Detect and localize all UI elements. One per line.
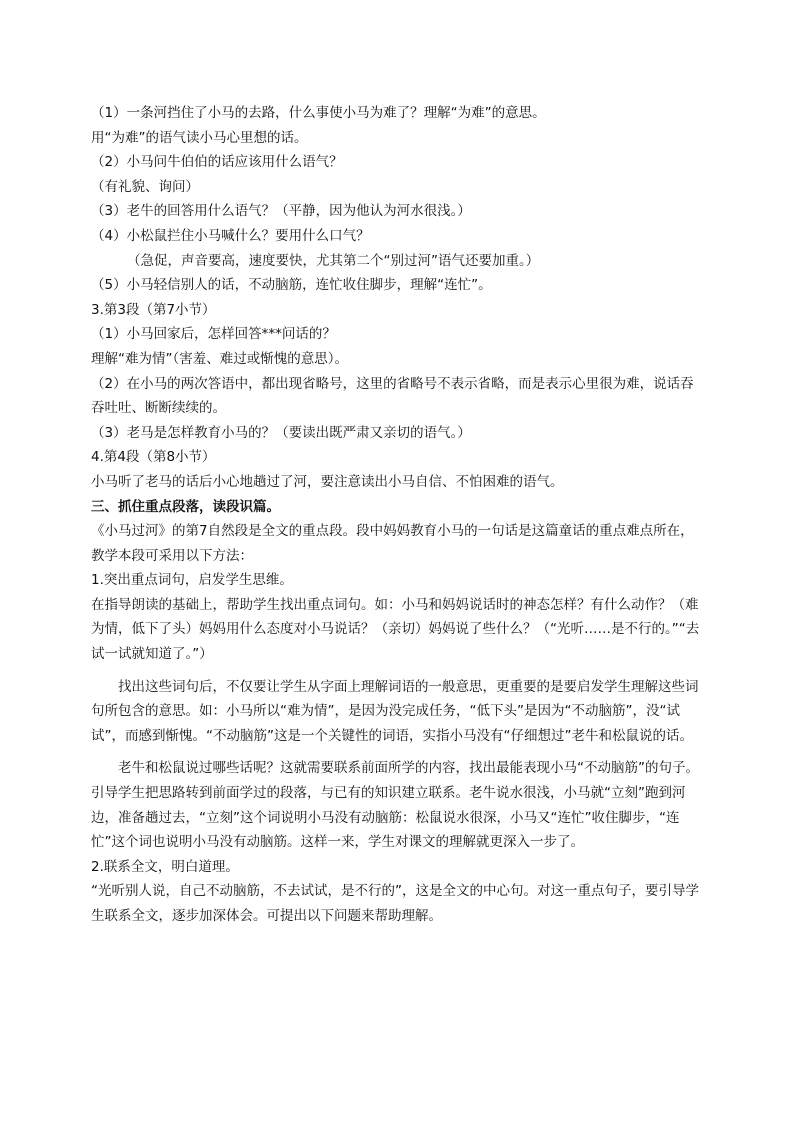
question-2: （2）小马问牛伯伯的话应该用什么语气？ [91, 154, 343, 171]
section-3-question-2: （2）在小马的两次答语中，都出现省略号，这里的省略号不表示省略，而是表示心里很为难，说话吞吞吐吐、断断续续的。 [91, 375, 694, 417]
instruction-read-weinan: 用“为难”的语气读小马心里想的话。 [91, 129, 308, 146]
question-5: （5）小马轻信别人的话，不动脑筋，连忙收住脚步，理解“连忙”。 [91, 277, 492, 294]
document-body [91, 101, 703, 929]
question-4: （4）小松鼠拦住小马喊什么？要用什么口气？ [91, 227, 370, 244]
section-3-question-1: （1）小马回家后，怎样回答***问话的？ [91, 326, 336, 343]
method-2-text: “光听别人说，自己不动脑筋，不去试试，是不行的”，这是全文的中心句。对这一重点句子，要引导学生联系全文，逐步加深体会。可提出以下问题来帮助理解。 [91, 883, 699, 924]
section-4-text: 小马听了老马的话后小心地趟过了河，要注意读出小马自信、不怕困难的语气。 [91, 473, 564, 490]
section-3-question-3: （3）老马是怎样教育小马的？（要读出既严肃又亲切的语气。） [91, 424, 471, 441]
question-1: （1）一条河挡住了小马的去路，什么事使小马为难了？理解“为难”的意思。 [91, 105, 546, 121]
answer-2: （有礼貌、询问） [91, 178, 199, 195]
method-1-paragraph-2: 找出这些词句后，不仅要让学生从字面上理解词语的一般意思，更重要的是要启发学生理解这些词句所包含的意思。如：小马所以“难为情”，是因为没完成任务，“低下头”是因为“不动脑筋”，没“试试”，而感到惭愧。“不动脑筋”这是一个关键性的词语，实指小马没有“仔细想过”老牛和松鼠说的话。 [91, 678, 699, 744]
method-1-paragraph-3: 老牛和松鼠说过哪些话呢？这就需要联系前面所学的内容，找出最能表现小马“不动脑筋”的句子。引导学生把思路转到前面学过的段落，与已有的知识建立联系。老牛说水很浅，小马就“立刻”跑到河边，准备趟过去，“立刻”这个词说明小马没有动脑筋：松鼠说水很深，小马又“连忙”收住脚步，“连忙”这个词也说明小马没有动脑筋。这样一来，学生对课文的理解就更深入一步了。 [91, 760, 699, 851]
part-3-heading: 三、抓住重点段落，读段识篇。 [91, 498, 280, 515]
method-1-heading: 1.突出重点词句，启发学生思维。 [91, 572, 293, 589]
part-3-intro: 《小马过河》的第7自然段是全文的重点段。段中妈妈教育小马的一句话是这篇童话的重点难点所在，教学本段可采用以下方法： [91, 523, 694, 564]
method-2-heading: 2.联系全文，明白道理。 [91, 858, 239, 875]
question-3: （3）老牛的回答用什么语气？（平静，因为他认为河水很浅。） [91, 203, 471, 220]
answer-4: （急促，声音要高，速度要快，尤其第二个“别过河”语气还要加重。） [127, 252, 540, 269]
method-1-text: 在指导朗读的基础上，帮助学生找出重点词句。如：小马和妈妈说话时的神态怎样？有什么动作？（难为情，低下了头）妈妈用什么态度对小马说话？（亲切）妈妈说了些什么？（“光听……是不行的。”“去试一试就知道了。”） [91, 596, 700, 663]
section-3-heading: 3.第3段（第7小节） [91, 301, 216, 318]
section-4-heading: 4.第4段（第8小节） [91, 449, 216, 466]
understand-nanweiqing: 理解“难为情”（害羞、难过或惭愧的意思）。 [91, 350, 348, 367]
